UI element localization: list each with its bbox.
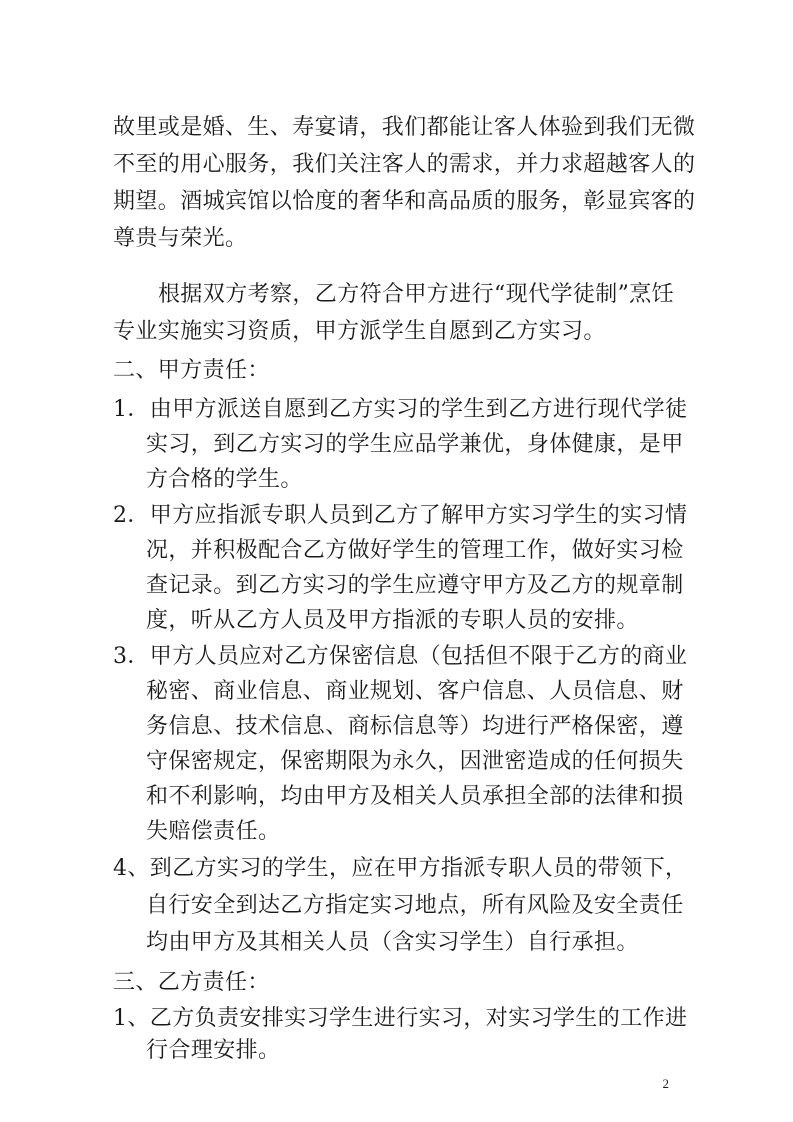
item2-line-4: 度，听从乙方人员及甲方指派的专职人员的安排。 <box>146 608 639 633</box>
item3-line-1: 3．甲方人员应对乙方保密信息（包括但不限于乙方的商业 <box>113 644 688 669</box>
item1-line-3: 方合格的学生。 <box>146 467 303 492</box>
item2-line-3: 查记录。到乙方实习的学生应遵守甲方及乙方的规章制 <box>146 573 684 598</box>
para2-line-1: 根据双方考察，乙方符合甲方进行“现代学徒制”烹饪 <box>158 282 675 307</box>
item3-line-6: 失赔偿责任。 <box>146 819 281 844</box>
intro-line-2: 不至的用心服务，我们关注客人的需求，并力求超越客人的 <box>113 152 696 177</box>
intro-line-4: 尊贵与荣光。 <box>113 226 248 251</box>
para2-line-2: 专业实施实习资质，甲方派学生自愿到乙方实习。 <box>113 319 606 344</box>
section-heading-party-b: 三、乙方责任： <box>113 970 270 995</box>
item1-line-2: 实习，到乙方实习的学生应品学兼优，身体健康，是甲 <box>146 432 684 457</box>
item4-line-3: 均由甲方及其相关人员（含实习学生）自行承担。 <box>146 930 639 955</box>
item3-line-3: 务信息、技术信息、商标信息等）均进行严格保密，遵 <box>146 714 684 739</box>
page-number: 2 <box>662 1076 669 1091</box>
item3-line-5: 和不利影响，均由甲方及相关人员承担全部的法律和损 <box>146 784 684 809</box>
section-heading-party-a: 二、甲方责任： <box>113 358 270 383</box>
item3-line-2: 秘密、商业信息、商业规划、客户信息、人员信息、财 <box>146 679 684 704</box>
item5-line-2: 行合理安排。 <box>146 1038 281 1063</box>
item5-line-1: 1、乙方负责安排实习学生进行实习，对实习学生的工作进 <box>113 1006 688 1031</box>
item4-line-2: 自行安全到达乙方指定实习地点，所有风险及安全责任 <box>146 893 684 918</box>
item1-line-1: 1．由甲方派送自愿到乙方实习的学生到乙方进行现代学徒 <box>113 397 688 422</box>
item2-line-2: 况，并积极配合乙方做好学生的管理工作，做好实习检 <box>146 538 684 563</box>
intro-line-3: 期望。酒城宾馆以恰度的奢华和高品质的服务，彰显宾客的 <box>113 189 696 214</box>
item2-line-1: 2．甲方应指派专职人员到乙方了解甲方实习学生的实习情 <box>113 503 688 528</box>
item3-line-4: 守保密规定，保密期限为永久，因泄密造成的任何损失 <box>146 749 684 774</box>
item4-line-1: 4、到乙方实习的学生，应在甲方指派专职人员的带领下， <box>113 856 688 881</box>
intro-line-1: 故里或是婚、生、寿宴请，我们都能让客人体验到我们无微 <box>113 115 696 140</box>
